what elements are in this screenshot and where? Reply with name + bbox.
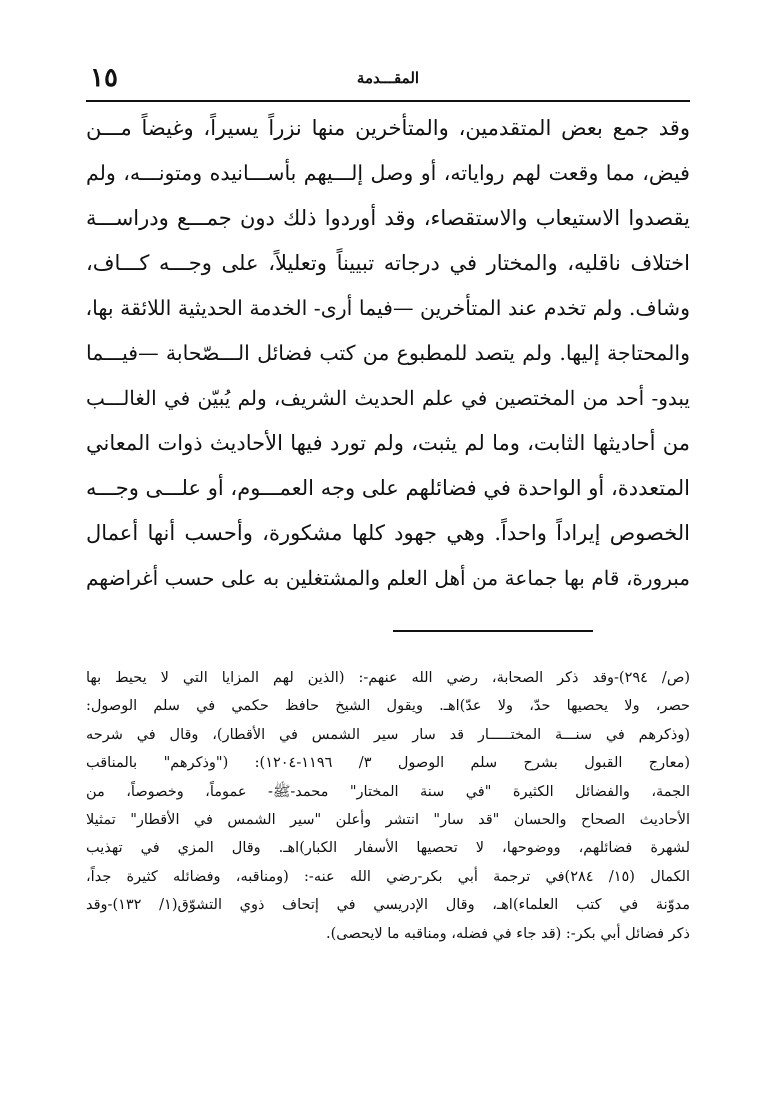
footnotes bbox=[86, 664, 690, 948]
main-text-line: يبدو- أحد من المختصين في علم الحديث الشريف، ولم يُبيّن في الغالـــب bbox=[86, 386, 690, 410]
main-text-line: من أحاديثها الثابت، وما لم يثبت، ولم تورد فيها الأحاديث ذوات المعاني bbox=[86, 431, 690, 455]
footnote-line: ذكر فضائل أبي بكر-: (قد جاء في فضله، ومناقبه ما لايحصى). bbox=[326, 925, 690, 942]
main-text-line: وشاف. ولم تخدم عند المتأخرين —فيما أرى- الخدمة الحديثية اللائقة بها، bbox=[86, 296, 690, 320]
main-text-line: مبرورة، قام بها جماعة من أهل العلم والمشتغلين به على حسب أغراضهم bbox=[86, 566, 690, 590]
footnote-line: (وذكرهم في سنـــة المختـــــار قد سار سير الشمس في الأقطار)، وقال في شرحه bbox=[86, 726, 690, 743]
main-text-line: اختلاف ناقليه، والمختار في درجاته تبييناً وتعليلاً، على وجـــه كـــاف، bbox=[86, 251, 690, 275]
footnote-line: (ص/ ٢٩٤)-وقد ذكر الصحابة، رضي الله عنهم-: (الذين لهم المزايا التي لا يحيط بها bbox=[86, 670, 690, 686]
main-text-line: الخصوص إيراداً واحداً. وهي جهود كلها مشكورة، وأحسب أنها أعمال bbox=[86, 521, 690, 545]
footnote-line: الجمة، والفضائل الكثيرة "في سنة المختار" محمد-ﷺ- عموماً، وخصوصاً، من bbox=[86, 783, 690, 800]
footnote-line: الكمال (١٥/ ٢٨٤)في ترجمة أبي بكر-رضي الله عنه-: (ومناقبه، وفضائله كثيرة جداً، bbox=[86, 868, 690, 885]
footnote-line: الأحاديث الصحاح والحسان "قد سار" انتشر وأعلن "سير الشمس في الأقطار" تمثيلا bbox=[86, 811, 690, 828]
main-text-line: يقصدوا الاستيعاب والاستقصاء، وقد أوردوا ذلك دون جمـــع ودراســـة bbox=[86, 206, 690, 230]
main-text-line: وقد جمع بعض المتقدمين، والمتأخرين منها نزراً يسيراً، وغيضاً مـــن bbox=[86, 116, 690, 140]
footnote-line: لشهرة فضائلهم، ووضوحها، لا تحصيها الأسفار الكبار)اهـ. وقال المزي في تهذيب bbox=[86, 840, 690, 857]
main-text-line: والمحتاجة إليها. ولم يتصد للمطبوع من كتب فضائل الـــصّحابة —فيـــما bbox=[86, 341, 690, 365]
footnote-line: مدوّنة في كتب العلماء)اهـ، وقال الإدريسي في إتحاف ذوي التشوّق(١/ ١٣٢)-وقد bbox=[86, 897, 690, 914]
footnote-line: حصر، ولا يحصيها حدّ، ولا عدّ)اهـ. ويقول الشيخ حافظ حكمي في سلم الوصول: bbox=[86, 698, 690, 715]
footnote-separator bbox=[393, 630, 593, 632]
main-text-line: المتعددة، أو الواحدة في فضائلهم على وجه العمـــوم، أو علـــى وجـــه bbox=[86, 476, 690, 500]
main-text-line: فيض، مما وقعت لهم رواياته، أو وصل إلـــيهم بأســـانيده ومتونـــه، ولم bbox=[86, 161, 690, 185]
footnote-line: (معارج القبول بشرح سلم الوصول ٣/ ١١٩٦-١٢٠٤): ("وذكرهم" بالمناقب bbox=[86, 755, 690, 772]
main-text bbox=[86, 106, 690, 601]
running-title: المقـــدمة bbox=[356, 69, 420, 87]
page-header bbox=[86, 58, 690, 98]
page-number: ١٥ bbox=[90, 63, 118, 93]
header-rule bbox=[86, 100, 690, 102]
